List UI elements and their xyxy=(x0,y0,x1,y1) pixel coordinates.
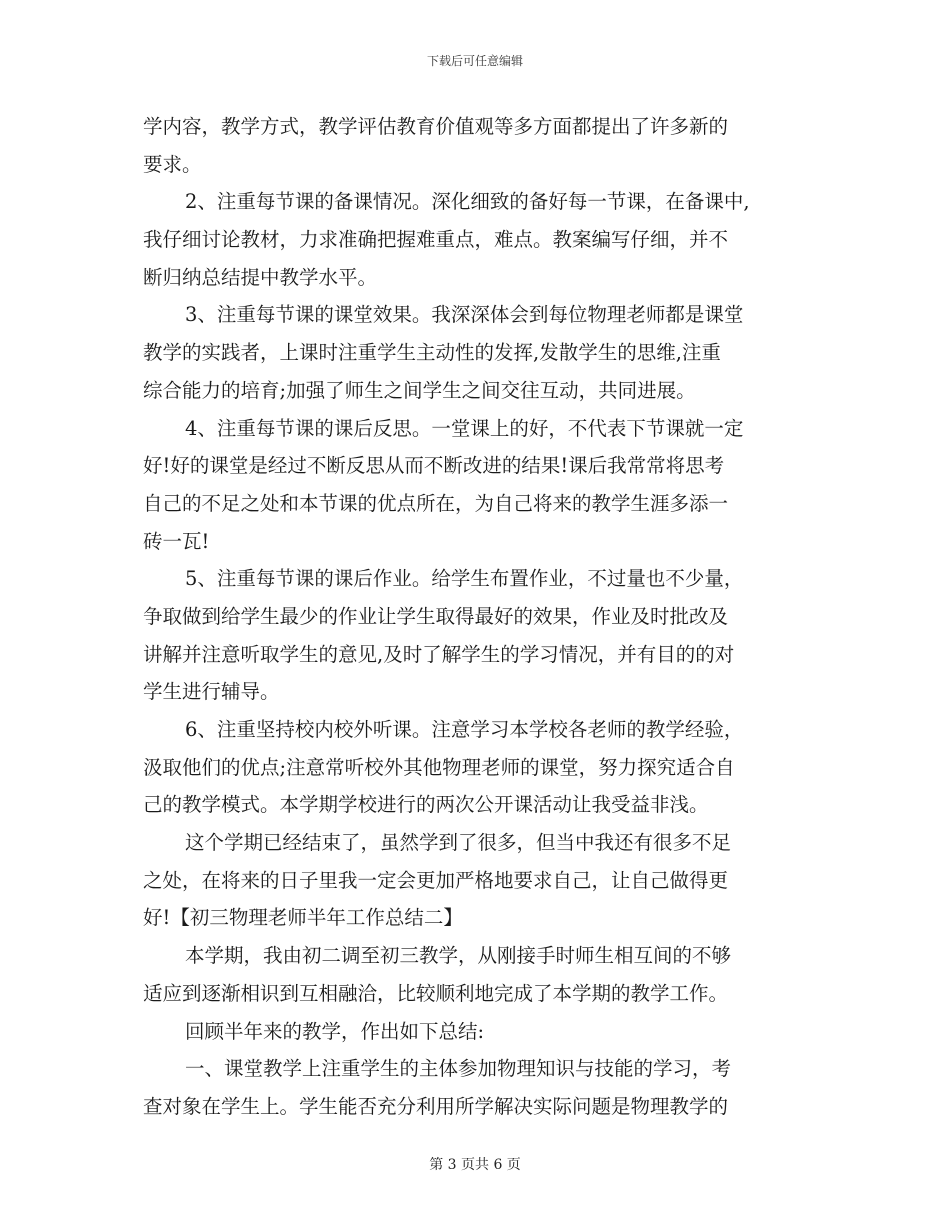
text-line: 一、课堂教学上注重学生的主体参加物理知识与技能的学习，考 xyxy=(185,1057,732,1081)
page-header: 下载后可任意编辑 xyxy=(426,54,523,68)
text-line: 5、注重每节课的课后作业。给学生布置作业，不过量也不少量， xyxy=(185,567,744,591)
text-line: 4、注重每节课的课后反思。一堂课上的好，不代表下节课就一定 xyxy=(185,416,744,440)
document-body xyxy=(143,108,813,1126)
text-line: 之处，在将来的日子里我一定会更加严格地要求自己，让自己做得更 xyxy=(143,868,729,892)
text-line: 己的教学模式。本学期学校进行的两次公开课活动让我受益非浅。 xyxy=(143,793,709,817)
text-line: 3、注重每节课的课堂效果。我深深体会到每位物理老师都是课堂 xyxy=(185,303,744,327)
text-line: 这个学期已经结束了，虽然学到了很多，但当中我还有很多不足 xyxy=(185,831,732,855)
text-line: 2、注重每节课的备课情况。深化细致的备好每一节课，在备课中, xyxy=(185,190,750,214)
text-line: 学生进行辅导。 xyxy=(143,680,280,704)
text-line: 讲解并注意听取学生的意见,及时了解学生的学习情况，并有目的的对 xyxy=(143,642,735,666)
text-line: 6、注重坚持校内校外听课。注意学习本学校各老师的教学经验， xyxy=(185,718,744,741)
text-line: 好!【初三物理老师半年工作总结二】 xyxy=(143,906,463,930)
text-line: 自己的不足之处和本节课的优点所在，为自己将来的教学生涯多添一 xyxy=(143,491,729,515)
text-line: 本学期，我由初二调至初三教学，从刚接手时师生相互间的不够 xyxy=(185,944,732,968)
text-line: 争取做到给学生最少的作业让学生取得最好的效果，作业及时批改及 xyxy=(143,604,729,628)
text-line: 汲取他们的优点;注意常听校外其他物理老师的课堂，努力探究适合自 xyxy=(143,755,735,779)
text-line: 要求。 xyxy=(143,152,202,176)
text-line: 学内容，教学方式，教学评估教育价值观等多方面都提出了许多新的 xyxy=(143,115,729,138)
text-line: 断归纳总结提中教学水平。 xyxy=(143,265,378,289)
page-footer: 第 3 页共 6 页 xyxy=(429,1157,521,1173)
text-line: 好!好的课堂是经过不断反思从而不断改进的结果!课后我常常将思考 xyxy=(143,454,725,478)
text-line: 我仔细讨论教材，力求准确把握难重点，难点。教案编写仔细，并不 xyxy=(143,228,729,252)
text-line: 教学的实践者，上课时注重学生主动性的发挥,发散学生的思维,注重 xyxy=(143,341,721,365)
text-line: 回顾半年来的教学，作出如下总结: xyxy=(185,1019,485,1043)
text-line: 适应到逐渐相识到互相融洽，比较顺利地完成了本学期的教学工作。 xyxy=(143,981,729,1005)
text-line: 查对象在学生上。学生能否充分利用所学解决实际问题是物理教学的 xyxy=(143,1094,729,1118)
text-line: 综合能力的培育;加强了师生之间学生之间交往互动，共同进展。 xyxy=(143,378,696,402)
text-line: 砖一瓦! xyxy=(143,529,210,553)
